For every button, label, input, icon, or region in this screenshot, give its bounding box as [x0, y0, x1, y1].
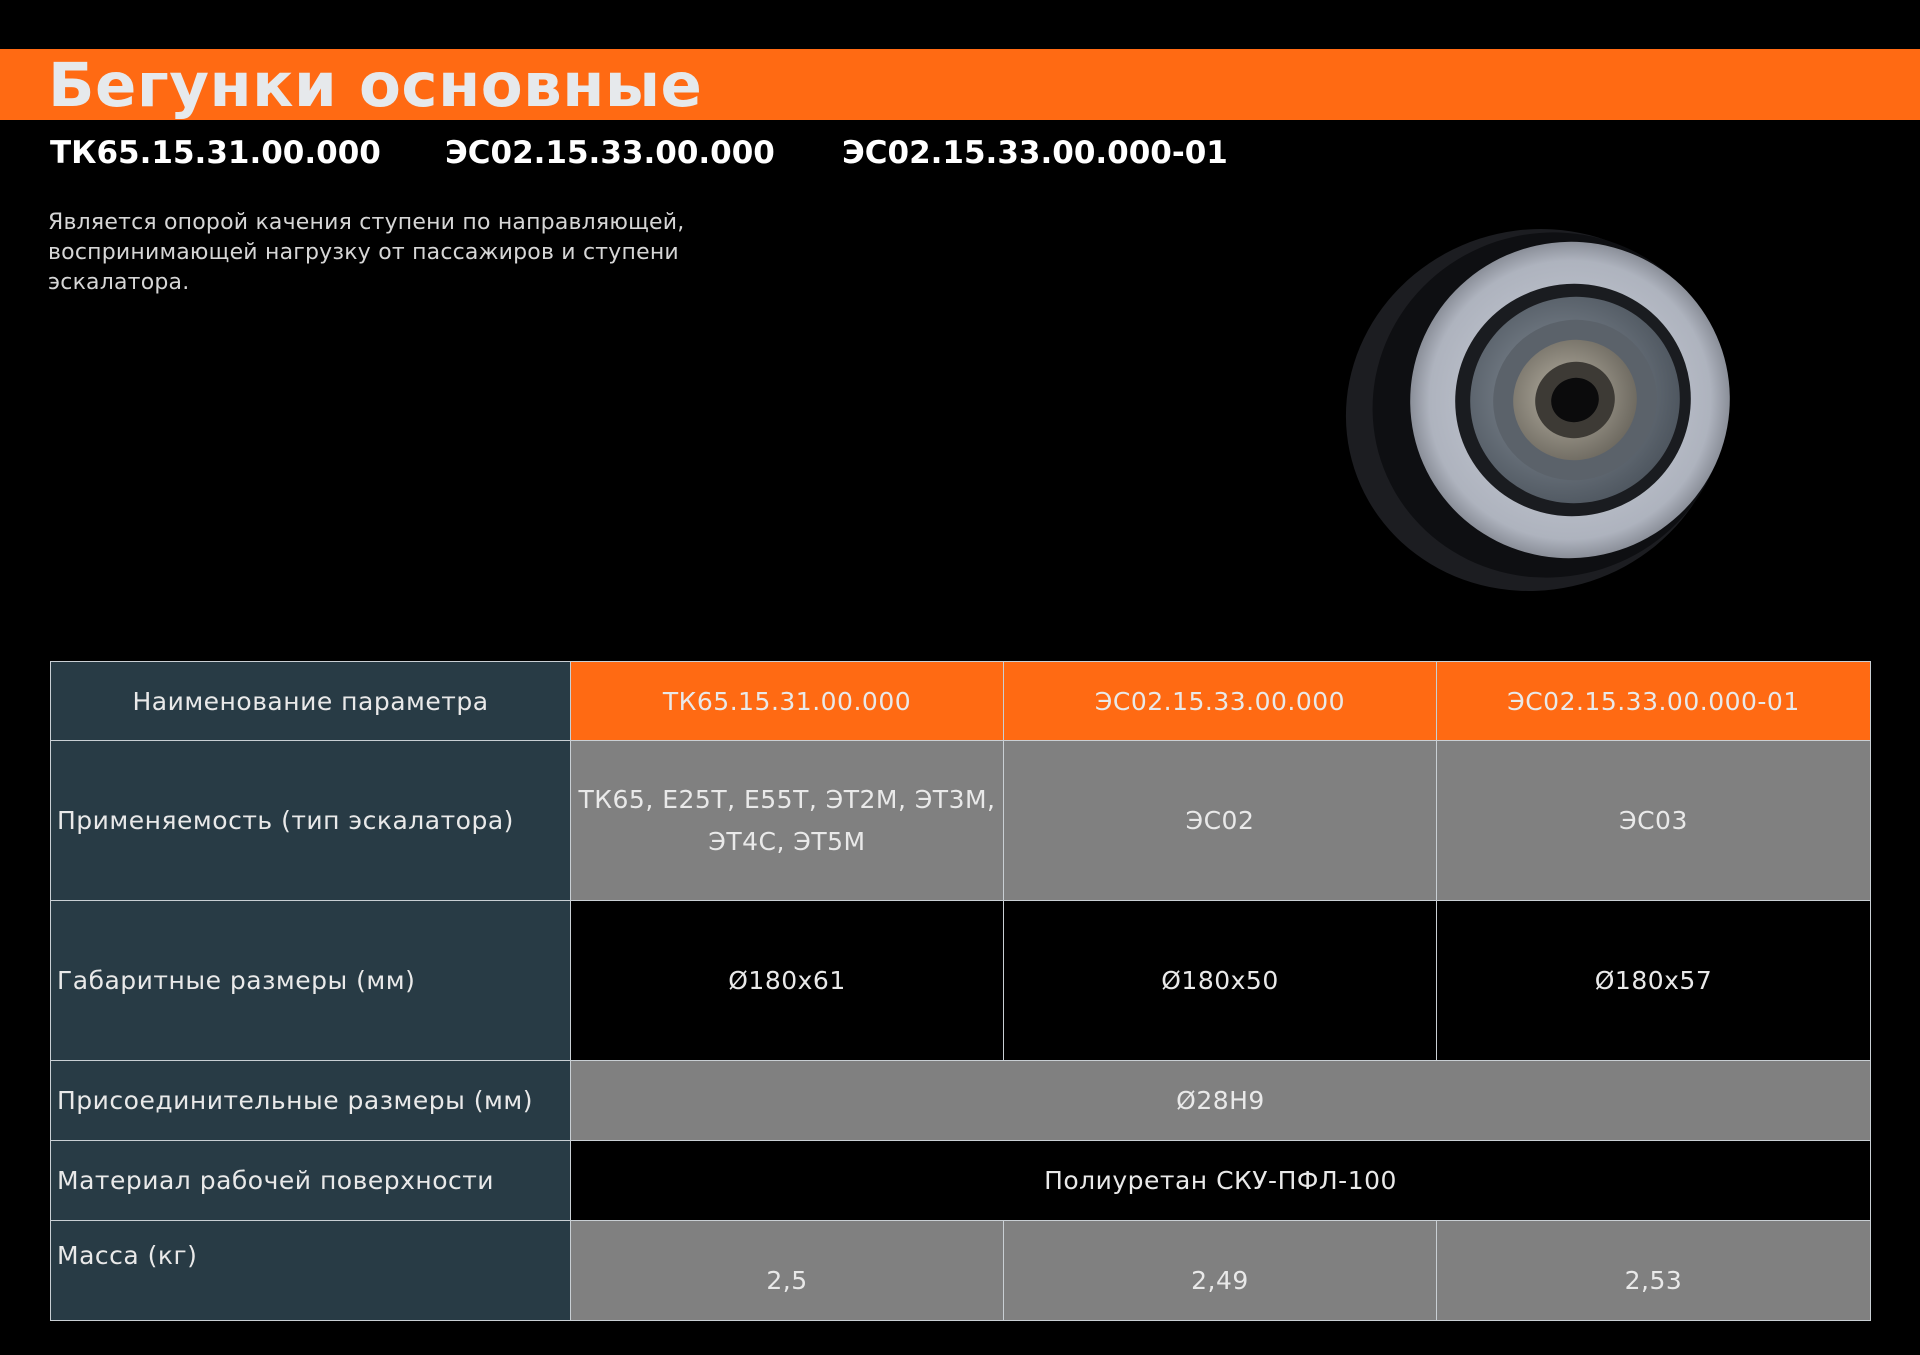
- row-label: Габаритные размеры (мм): [51, 901, 571, 1061]
- cell-value: ТК65, Е25Т, Е55Т, ЭТ2М, ЭТ3М, ЭТ4С, ЭТ5М: [571, 741, 1004, 901]
- table-row-applicability: [51, 741, 1871, 901]
- cell-value: Полиуретан СКУ-ПФЛ-100: [571, 1141, 1871, 1221]
- header-col-3: ЭС02.15.33.00.000-01: [1437, 662, 1871, 741]
- title-band: [0, 49, 1920, 120]
- header-param-cell: Наименование параметра: [51, 662, 571, 741]
- cell-value: Ø180х61: [571, 901, 1004, 1061]
- model-code-3: ЭС02.15.33.00.000-01: [842, 135, 1228, 171]
- model-code-2: ЭС02.15.33.00.000: [445, 135, 775, 171]
- spec-table: [50, 661, 1871, 1321]
- roller-photo: [1335, 210, 1755, 610]
- row-label: Материал рабочей поверхности: [51, 1141, 571, 1221]
- cell-value: Ø180х57: [1437, 901, 1871, 1061]
- page-title: Бегунки основные: [48, 50, 703, 121]
- cell-value: 2,49: [1004, 1221, 1437, 1321]
- model-codes: [0, 133, 1920, 173]
- header-col-1: ТК65.15.31.00.000: [571, 662, 1004, 741]
- cell-value: ЭС03: [1437, 741, 1871, 901]
- model-code-1: ТК65.15.31.00.000: [50, 135, 381, 171]
- row-label: Присоединительные размеры (мм): [51, 1061, 571, 1141]
- cell-value: Ø180х50: [1004, 901, 1437, 1061]
- cell-value: ЭС02: [1004, 741, 1437, 901]
- cell-value: 2,53: [1437, 1221, 1871, 1321]
- row-label: Применяемость (тип эскалатора): [51, 741, 571, 901]
- cell-value: 2,5: [571, 1221, 1004, 1321]
- table-row-mass: [51, 1221, 1871, 1321]
- table-header-row: [51, 662, 1871, 741]
- description: Является опорой качения ступени по направляющей, воспринимающей нагрузку от пассажиров и ступени эскалатора.: [48, 210, 685, 295]
- cell-value: Ø28Н9: [571, 1061, 1871, 1141]
- table-row-dimensions: [51, 901, 1871, 1061]
- row-label: Масса (кг): [51, 1221, 571, 1321]
- table-row-connection: [51, 1061, 1871, 1141]
- header-col-2: ЭС02.15.33.00.000: [1004, 662, 1437, 741]
- table-row-material: [51, 1141, 1871, 1221]
